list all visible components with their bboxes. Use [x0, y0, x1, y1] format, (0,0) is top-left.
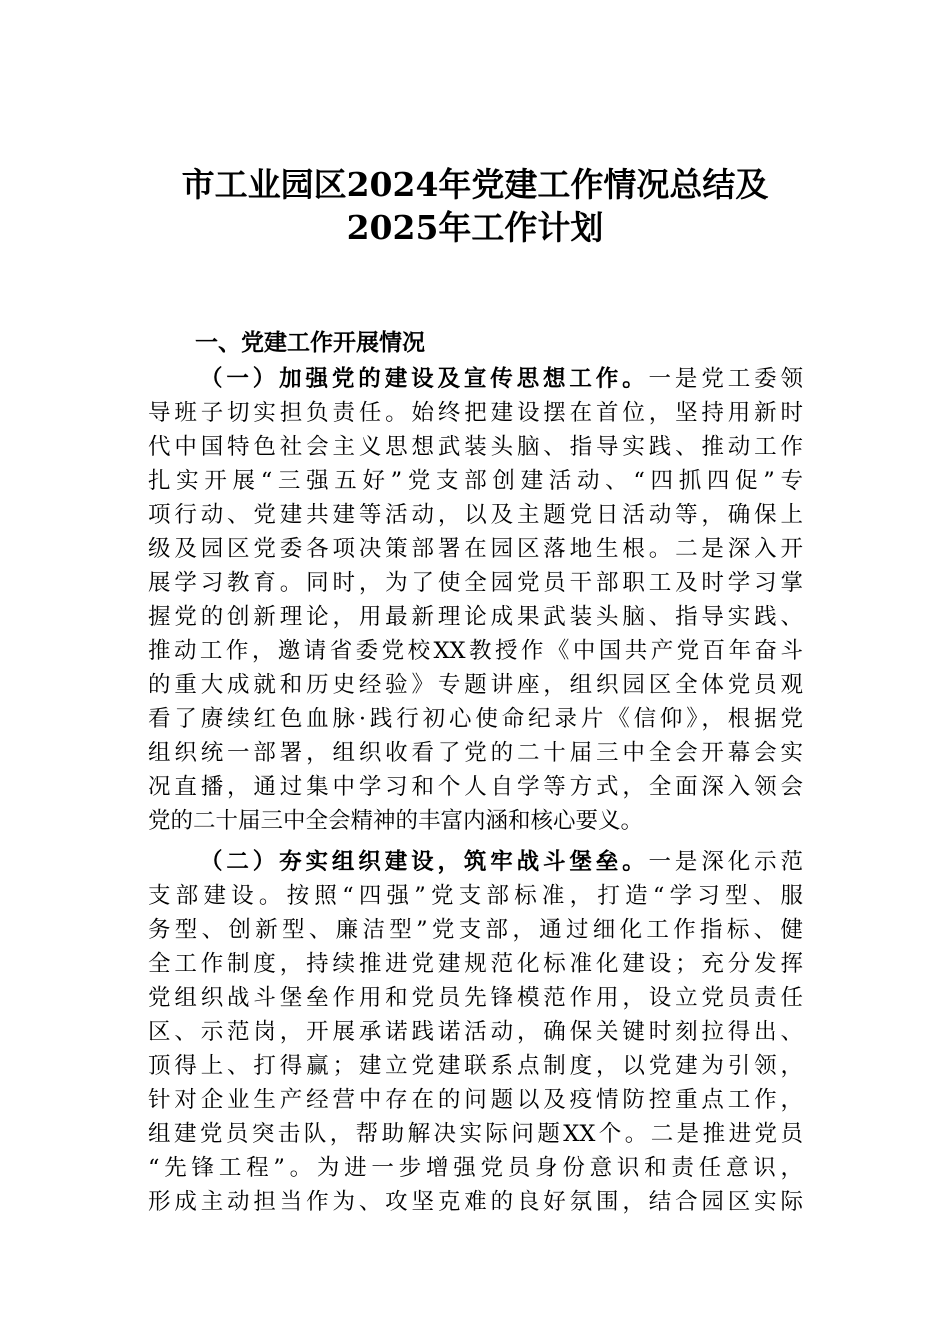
paragraph-line: “先锋工程”。为进一步增强党员身份意识和责任意识， [148, 1155, 803, 1181]
paragraph-line: 党的二十届三中全会精神的丰富内涵和核心要义。 [148, 808, 644, 834]
paragraph-lead: （一）加强党的建设及宣传思想工作。 [200, 366, 649, 392]
section-heading: 一、党建工作开展情况 [195, 330, 425, 356]
paragraph-line: 区、示范岗，开展承诺践诺活动，确保关键时刻拉得出、 [148, 1019, 803, 1045]
paragraph-line: 代中国特色社会主义思想武装头脑、指导实践、推动工作 [148, 434, 803, 460]
paragraph-line: 组织统一部署，组织收看了党的二十届三中全会开幕会实 [148, 740, 803, 766]
paragraph-text: 一是党工委领 [648, 366, 803, 392]
paragraph-text: 一是深化示范 [648, 849, 803, 875]
paragraph-line: 握党的创新理论，用最新理论成果武装头脑、指导实践、 [148, 604, 803, 630]
paragraph-line: 务型、创新型、廉洁型”党支部，通过细化工作指标、健 [148, 917, 803, 943]
paragraph-line [200, 846, 803, 878]
paragraph-line: 看了赓续红色血脉·践行初心使命纪录片《信仰》，根据党 [148, 706, 803, 732]
paragraph-line: 导班子切实担负责任。始终把建设摆在首位，坚持用新时 [148, 400, 803, 426]
paragraph-line: 支部建设。按照“四强”党支部标准，打造“学习型、服 [148, 883, 803, 909]
paragraph-line: 组建党员突击队，帮助解决实际问题XX个。二是推进党员 [148, 1121, 803, 1147]
document-title-line-1: 市工业园区2024年党建工作情况总结及 [181, 165, 769, 204]
paragraph-line: 全工作制度，持续推进党建规范化标准化建设；充分发挥 [148, 951, 803, 977]
document-title-line-2: 2025年工作计划 [346, 208, 604, 247]
paragraph-line: 形成主动担当作为、攻坚克难的良好氛围，结合园区实际 [148, 1189, 803, 1215]
paragraph-line: 项行动、党建共建等活动，以及主题党日活动等，确保上 [148, 502, 803, 528]
paragraph-line: 展学习教育。同时，为了使全园党员干部职工及时学习掌 [148, 570, 803, 596]
paragraph-line [200, 363, 803, 395]
paragraph-line: 顶得上、打得赢；建立党建联系点制度，以党建为引领， [148, 1053, 803, 1079]
paragraph-line: 针对企业生产经营中存在的问题以及疫情防控重点工作， [148, 1087, 803, 1113]
paragraph-line: 党组织战斗堡垒作用和党员先锋模范作用，设立党员责任 [148, 985, 803, 1011]
paragraph-lead: （二）夯实组织建设，筑牢战斗堡垒。 [200, 849, 649, 875]
paragraph-line: 推动工作，邀请省委党校XX教授作《中国共产党百年奋斗 [148, 638, 803, 664]
paragraph-line: 级及园区党委各项决策部署在园区落地生根。二是深入开 [148, 536, 803, 562]
paragraph-line: 的重大成就和历史经验》专题讲座，组织园区全体党员观 [148, 672, 803, 698]
paragraph-line: 扎实开展“三强五好”党支部创建活动、“四抓四促”专 [148, 468, 803, 494]
paragraph-line: 况直播，通过集中学习和个人自学等方式，全面深入领会 [148, 774, 803, 800]
